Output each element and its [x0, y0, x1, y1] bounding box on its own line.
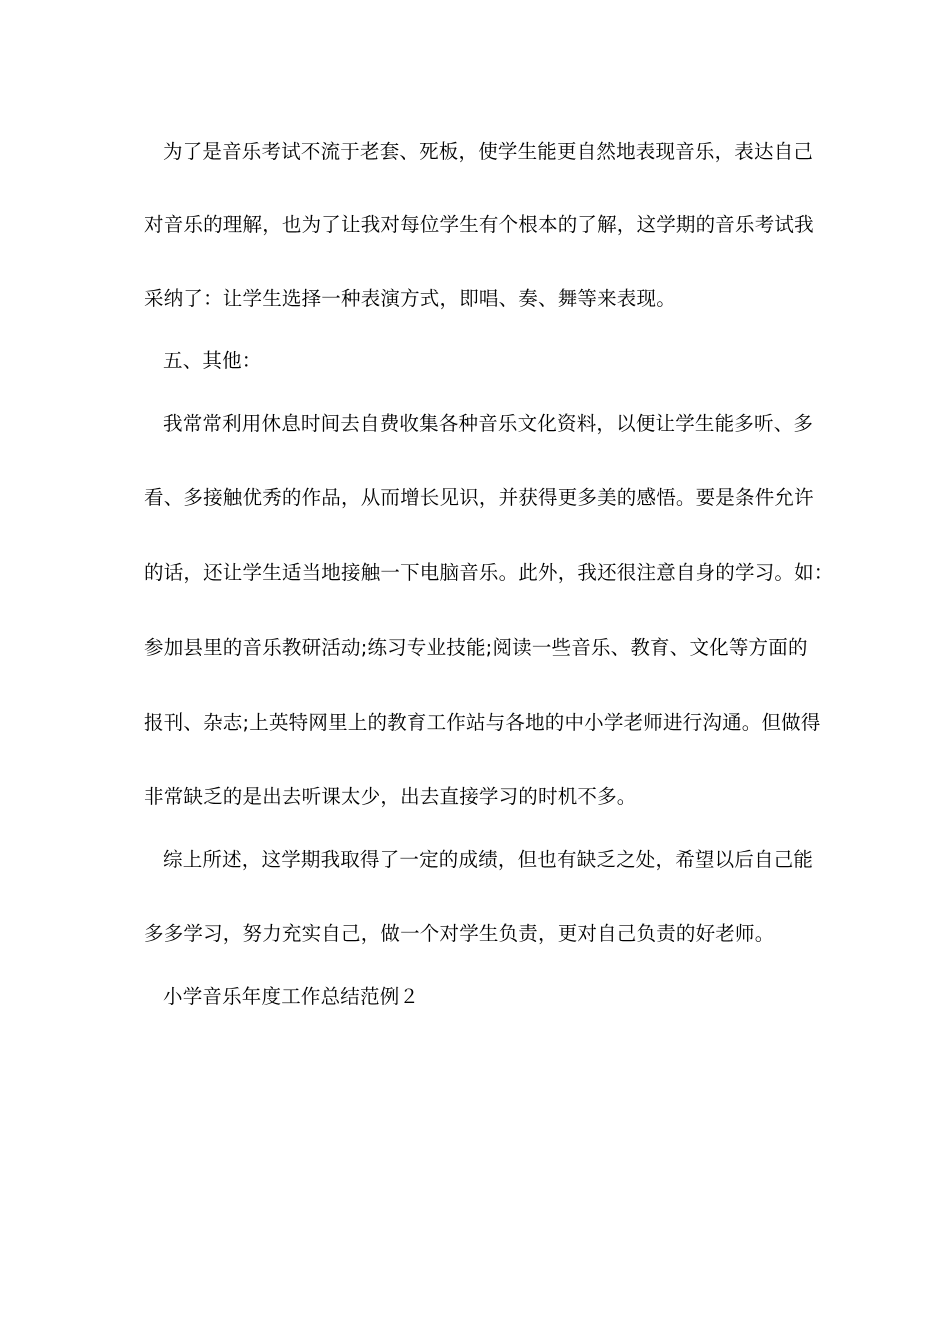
paragraph-line: 我常常利用休息时间去自费收集各种音乐文化资料，以便让学生能多听、多	[163, 412, 814, 435]
paragraph-line: 报刊、杂志;上英特网里上的教育工作站与各地的中小学老师进行沟通。但做得	[144, 711, 821, 734]
paragraph-line: 看、多接触优秀的作品，从而增长见识，并获得更多美的感悟。要是条件允许	[144, 486, 814, 509]
document-title: 小学音乐年度工作总结范例２	[163, 985, 420, 1008]
paragraph-line: 的话，还让学生适当地接触一下电脑音乐。此外，我还很注意自身的学习。如：	[144, 561, 834, 584]
paragraph-line: 综上所述，这学期我取得了一定的成绩，但也有缺乏之处，希望以后自己能	[163, 848, 814, 871]
paragraph-line: 为了是音乐考试不流于老套、死板，使学生能更自然地表现音乐，表达自己	[163, 140, 814, 163]
section-heading: 五、其他：	[163, 349, 262, 372]
paragraph-line: 对音乐的理解，也为了让我对每位学生有个根本的了解，这学期的音乐考试我	[144, 213, 814, 236]
paragraph-line: 多多学习，努力充实自己，做一个对学生负责，更对自己负责的好老师。	[144, 922, 775, 945]
paragraph-line: 参加县里的音乐教研活动;练习专业技能;阅读一些音乐、教育、文化等方面的	[144, 636, 808, 659]
paragraph-line: 非常缺乏的是出去听课太少，出去直接学习的时机不多。	[144, 785, 637, 808]
paragraph-line: 采纳了：让学生选择一种表演方式，即唱、奏、舞等来表现。	[144, 287, 676, 310]
